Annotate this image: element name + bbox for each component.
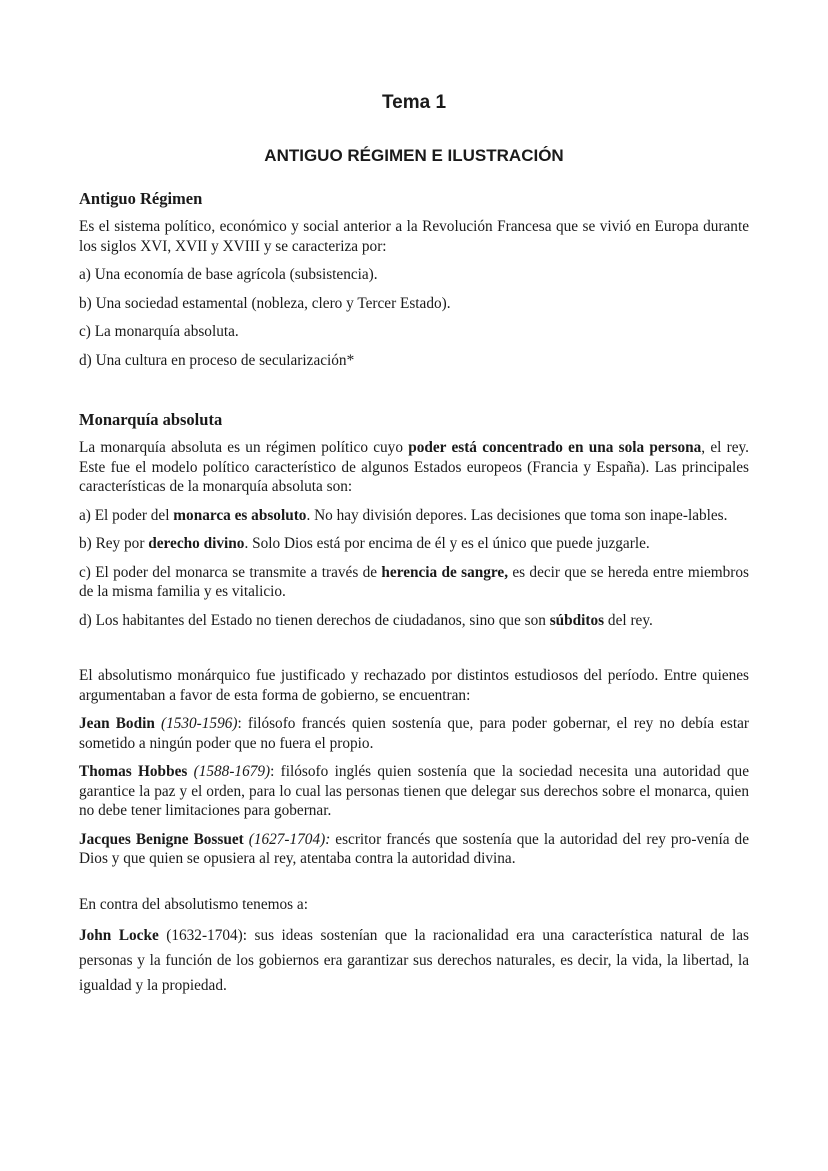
list-item bbox=[79, 611, 749, 631]
text-run: a) El poder del bbox=[79, 506, 174, 524]
section-heading: Antiguo Régimen bbox=[79, 189, 203, 208]
text-run: . No hay división depores. Las decisiones que toma son inape-lables. bbox=[306, 506, 728, 524]
author-name: Jacques Benigne Bossuet bbox=[79, 830, 244, 848]
author-dates: (1627-1704): bbox=[243, 830, 331, 848]
text-run: . Solo Dios está por encima de él y es el único que puede juzgarle. bbox=[244, 535, 650, 552]
text-run: La monarquía absoluta es un régimen político cuyo bbox=[79, 439, 409, 456]
bold-text: monarca es absoluto bbox=[173, 506, 307, 524]
text-run: : filósofo inglés quien sostenía que la sociedad necesita una autoridad que garantice la paz y el orden, para lo cual las personas tienen que delegar sus derechos sobre el monarca, quien no debe tener limitaciones para gobernar. bbox=[79, 763, 749, 819]
author-dates: (1588-1679) bbox=[187, 763, 271, 780]
text-run: del rey. bbox=[604, 611, 653, 629]
text-run: , el rey. Este fue el modelo político característico de algunos Estados europeos (Francia y España). Las principales características de la monarquía absoluta son: bbox=[79, 439, 750, 495]
list-item: c) La monarquía absoluta. bbox=[79, 323, 239, 340]
bold-text: poder está concentrado en una sola persona bbox=[408, 439, 702, 456]
author-entry bbox=[79, 923, 749, 998]
list-item bbox=[79, 534, 749, 554]
text-run: escritor francés que sostenía que la autoridad del rey pro-venía de Dios y que quien se opusiera al rey, atentaba contra la autoridad divina. bbox=[79, 830, 749, 867]
section-heading: Monarquía absoluta bbox=[79, 410, 223, 429]
text-run: es decir que se hereda entre miembros de la misma familia y es vitalicio. bbox=[79, 563, 750, 600]
list-item bbox=[79, 506, 749, 526]
text-run: : filósofo francés quien sostenía que, para poder gobernar, el rey no debía estar sometido a ningún poder que no fuera el propio. bbox=[79, 715, 749, 752]
section-monarquia-absoluta bbox=[79, 410, 749, 630]
list-item: d) Una cultura en proceso de secularización* bbox=[79, 351, 355, 369]
paragraph bbox=[79, 438, 749, 497]
topic-number: Tema 1 bbox=[381, 92, 447, 113]
paragraph: En contra del absolutismo tenemos a: bbox=[79, 895, 308, 913]
author-entry bbox=[79, 762, 749, 821]
text-run: d) Los habitantes del Estado no tienen derechos de ciudadanos, sino que son bbox=[79, 611, 550, 629]
document-body bbox=[79, 189, 749, 1007]
page-title: ANTIGUO RÉGIMEN E ILUSTRACIÓN bbox=[264, 146, 564, 165]
author-entry bbox=[79, 830, 749, 869]
list-item: b) Una sociedad estamental (nobleza, clero y Tercer Estado). bbox=[79, 294, 451, 312]
author-name: Jean Bodin bbox=[79, 715, 155, 732]
text-run: b) Rey por bbox=[79, 535, 149, 552]
section-absolutismo bbox=[79, 666, 749, 998]
author-name: Thomas Hobbes bbox=[79, 763, 188, 780]
author-dates: (1530-1596) bbox=[154, 715, 238, 732]
paragraph: El absolutismo monárquico fue justificado y rechazado por distintos estudiosos del período. Entre quienes argumentaban a favor de esta forma de gobierno, se encuentran: bbox=[79, 667, 749, 704]
bold-text: herencia de sangre, bbox=[381, 563, 509, 581]
list-item bbox=[79, 563, 749, 602]
paragraph: Es el sistema político, económico y social anterior a la Revolución Francesa que se vivió en Europa durante los siglos XVI, XVII y XVIII y se caracteriza por: bbox=[79, 218, 749, 255]
author-entry bbox=[79, 714, 749, 753]
author-name: John Locke bbox=[79, 927, 159, 944]
list-item: a) Una economía de base agrícola (subsistencia). bbox=[79, 266, 378, 283]
text-run: (1632-1704): sus ideas sostenían que la racionalidad era una característica natural de las personas y la función de los gobiernos era garantizar sus derechos naturales, es decir, la vida, la libertad, la igualdad y la propiedad. bbox=[79, 927, 749, 994]
bold-text: súbditos bbox=[549, 611, 605, 629]
bold-text: derecho divino bbox=[148, 535, 245, 552]
section-antiguo-regimen bbox=[79, 189, 749, 370]
text-run: c) El poder del monarca se transmite a través de bbox=[79, 563, 382, 581]
